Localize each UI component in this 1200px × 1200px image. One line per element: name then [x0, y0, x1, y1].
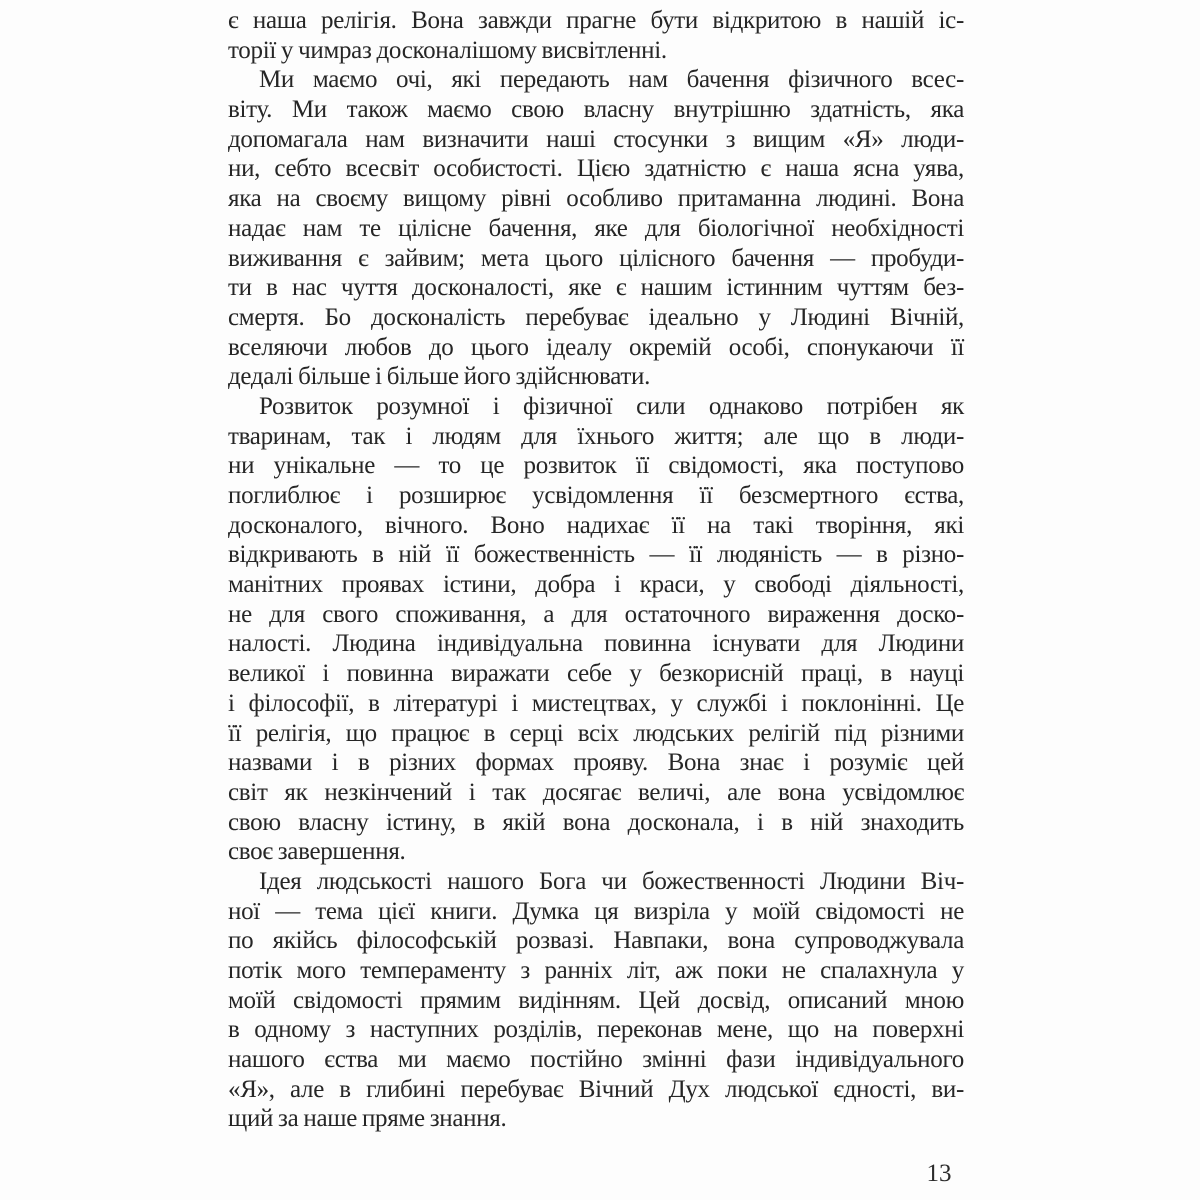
text-line: світ як незкінчений і так досягає величі, але вона усвідомлює — [228, 778, 964, 806]
text-block — [228, 6, 964, 1134]
text-line: в одному з наступних розділів, переконав мене, що на поверхні — [228, 1016, 964, 1044]
text-line: ти в нас чуття досконалості, яке є нашим істинним чуттям без- — [228, 274, 964, 302]
text-line: вселяючи любов до цього ідеалу окремій особі, спонукаючи її — [228, 333, 964, 361]
text-line: її релігія, що працює в серці всіх людських релігій під різними — [228, 719, 964, 747]
paragraph — [228, 6, 964, 65]
text-line: потік мого темпераменту з ранніх літ, аж поки не спалахнула у — [228, 957, 964, 984]
text-line: по якійсь філософській розвазі. Навпаки, вона супроводжувала — [228, 927, 964, 955]
text-line: нашого єства ми маємо постійно змінні фази індивідуального — [228, 1046, 964, 1074]
text-line: щий за наше пряме знання. — [228, 1105, 507, 1133]
text-line: відкривають в ній її божественність — її людяність — в різно- — [228, 541, 964, 569]
text-line: торії у чимраз досконалішому висвітленні. — [228, 36, 667, 64]
paragraph — [228, 867, 964, 1134]
text-line: поглиблює і розширює усвідомлення її безсмертного єства, — [228, 482, 964, 509]
page-number: 13 — [926, 1160, 952, 1187]
text-line: назвами і в різних формах прояву. Вона знає і розуміє цей — [228, 749, 964, 777]
text-line: «Я», але в глибині перебуває Вічний Дух людської єдності, ви- — [228, 1075, 964, 1103]
text-line: ни унікальне — то це розвиток її свідомості, яка поступово — [228, 452, 964, 480]
text-line: допомагала нам визначити наші стосунки з вищим «Я» люди- — [228, 125, 964, 153]
text-line: своє завершення. — [228, 838, 406, 866]
text-line: не для свого споживання, а для остаточного вираження доско- — [228, 600, 964, 628]
text-line: великої і повинна виражати себе у безкорисній праці, в науці — [228, 660, 964, 688]
text-line: досконалого, вічного. Воно надихає її на такі творіння, які — [228, 511, 964, 539]
text-line: смертя. Бо досконалість перебуває ідеально у Людині Вічній, — [228, 303, 964, 331]
text-line: налості. Людина індивідуальна повинна існувати для Людини — [228, 630, 964, 658]
text-line: ни, себто всесвіт особистості. Цією здатністю є наша ясна уява, — [228, 155, 964, 183]
text-line: ної — тема цієї книги. Думка ця визріла у моїй свідомості не — [228, 897, 964, 925]
paragraph — [228, 65, 964, 392]
text-line: яка на своєму вищому рівні особливо притаманна людині. Вона — [228, 185, 964, 213]
paragraph — [228, 392, 964, 867]
text-line: Ми маємо очі, які передають нам бачення фізичного всес- — [259, 66, 964, 94]
text-line: Ідея людськості нашого Бога чи божественності Людини Віч- — [259, 867, 964, 895]
text-line: і філософії, в літературі і мистецтвах, у службі і поклонінні. Це — [228, 689, 964, 717]
text-line: надає нам те цілісне бачення, яке для біологічної необхідності — [228, 214, 964, 242]
text-line: є наша релігія. Вона завжди прагне бути відкритою в нашій іс- — [228, 7, 964, 34]
text-line: манітних проявах істини, добра і краси, у свободі діяльності, — [228, 571, 964, 599]
text-line: свою власну істину, в якій вона досконала, і в ній знаходить — [228, 808, 964, 836]
text-line: Розвиток розумної і фізичної сили однаково потрібен як — [259, 392, 964, 420]
text-line: виживання є зайвим; мета цього цілісного бачення — пробуди- — [228, 244, 964, 272]
text-line: віту. Ми також маємо свою власну внутрішню здатність, яка — [228, 96, 964, 124]
text-line: дедалі більше і більше його здійснювати. — [228, 363, 651, 391]
text-line: моїй свідомості прямим видінням. Цей досвід, описаний мною — [228, 986, 964, 1014]
text-line: тваринам, так і людям для їхнього життя; але що в люди- — [228, 422, 964, 450]
